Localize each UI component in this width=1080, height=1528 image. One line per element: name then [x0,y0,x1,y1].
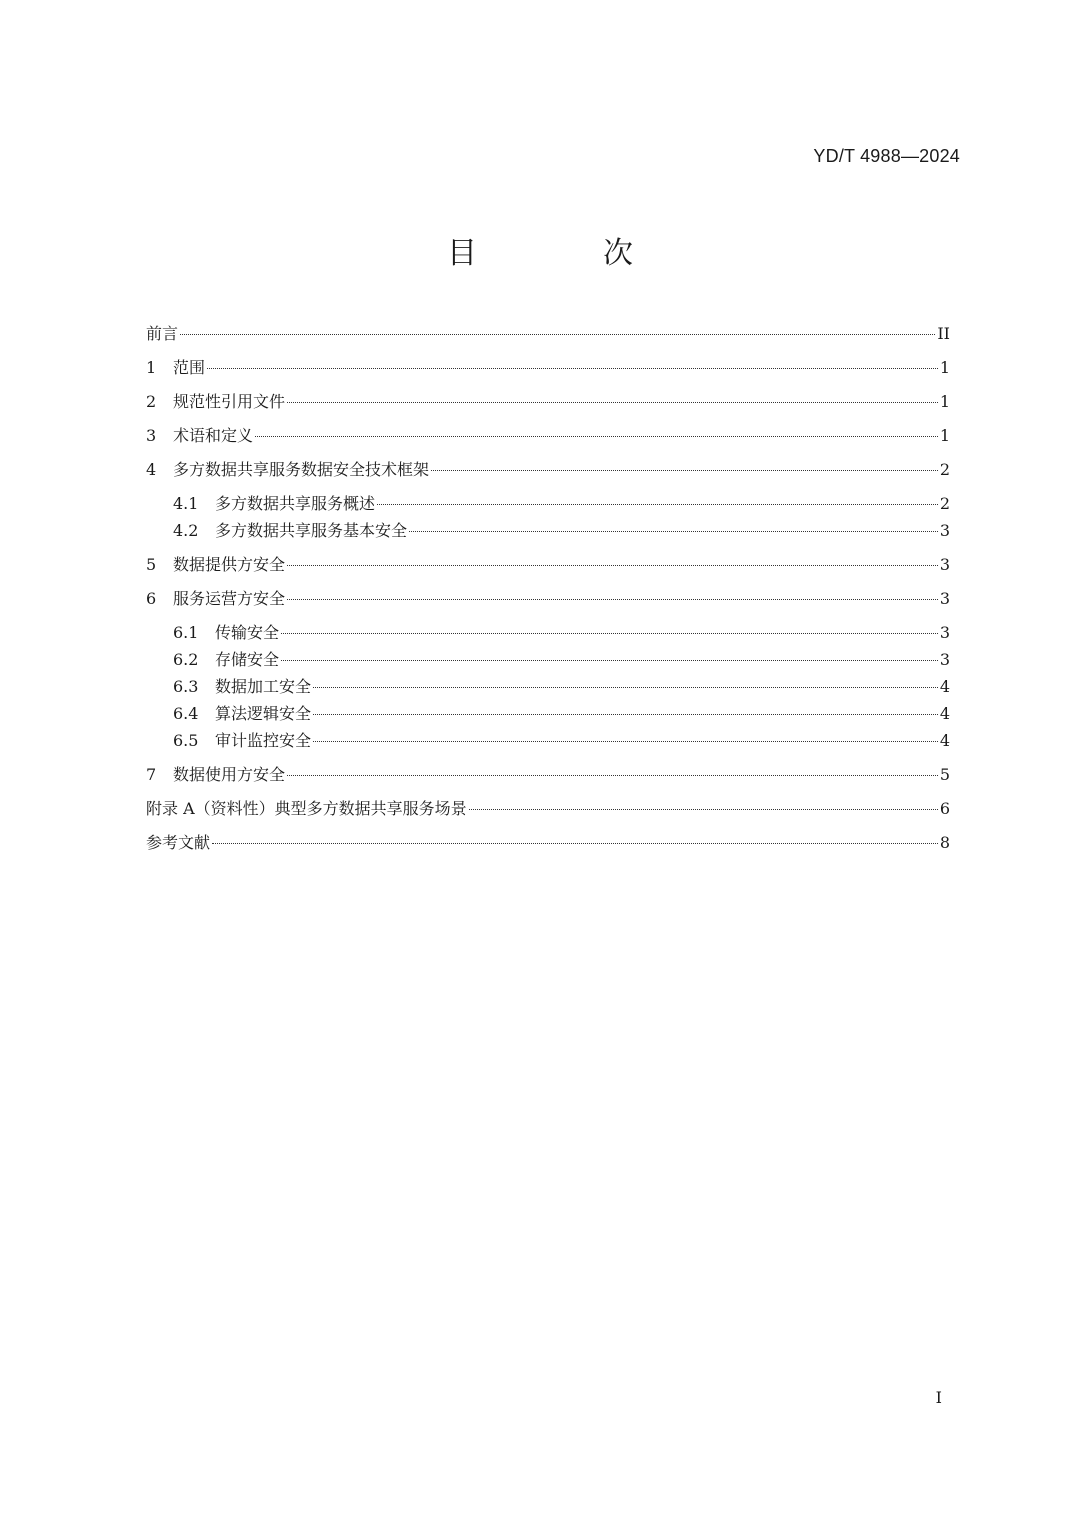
toc-entry-page: 1 [939,358,950,377]
dot-leader [180,334,935,335]
toc-entry-label: 数据加工安全 [215,677,312,696]
toc-entry-number: 6.3 [173,677,199,696]
toc-entry-page: 4 [939,704,950,723]
dot-leader [287,565,938,566]
toc-entry-number: 2 [146,392,157,411]
toc-entry-label: 多方数据共享服务概述 [215,494,376,513]
dot-leader [212,843,938,844]
toc-entry-number: 5 [146,555,157,574]
toc-entry-number: 6.4 [173,704,199,723]
toc-entry-page: 3 [939,589,950,608]
toc-entry[interactable] [146,761,950,788]
toc-entry-label: 服务运营方安全 [173,589,286,608]
toc-entry-label: 附录 A（资料性）典型多方数据共享服务场景 [146,799,467,818]
dot-leader [207,368,938,369]
toc-entry[interactable] [146,673,950,700]
dot-leader [255,436,938,437]
toc-title: 目 次 [447,236,681,271]
toc-entry[interactable] [146,585,950,612]
toc-entry-label: 范围 [173,358,206,377]
toc-entry-label: 规范性引用文件 [173,392,286,411]
dot-leader [281,660,938,661]
dot-leader [287,402,938,403]
toc-entry-number: 7 [146,765,157,784]
toc-entry[interactable] [146,490,950,517]
toc-entry[interactable] [146,456,950,483]
dot-leader [287,775,938,776]
toc-entry-page: 2 [939,494,950,513]
toc-entry[interactable] [146,388,950,415]
toc-entry-label: 多方数据共享服务数据安全技术框架 [173,460,430,479]
toc-entry-page: 1 [939,392,950,411]
toc-entry-number: 4.2 [173,521,199,540]
toc-entry-number: 4 [146,460,157,479]
toc-entry-page: 6 [939,799,950,818]
toc-entry[interactable] [146,320,950,347]
toc-entry-label: 算法逻辑安全 [215,704,312,723]
toc-entry-page: 8 [939,833,950,852]
toc-entry-label: 数据使用方安全 [173,765,286,784]
toc-entry-page: 3 [939,521,950,540]
toc-entry-number: 6.5 [173,731,199,750]
toc-entry-number: 3 [146,426,157,445]
toc-entry-number: 6 [146,589,157,608]
dot-leader [431,470,938,471]
toc-entry[interactable] [146,619,950,646]
toc-entry[interactable] [146,700,950,727]
toc-entry[interactable] [146,727,950,754]
toc-entry-page: 3 [939,555,950,574]
dot-leader [409,531,938,532]
toc-entry-page: 1 [939,426,950,445]
toc-entry[interactable] [146,646,950,673]
toc-entry-page: 2 [939,460,950,479]
toc-entry-label: 审计监控安全 [215,731,312,750]
toc-entry[interactable] [146,354,950,381]
toc-entry-page: II [937,324,950,343]
toc-entry[interactable] [146,551,950,578]
toc-entry-label: 数据提供方安全 [173,555,286,574]
toc-entry-page: 3 [939,650,950,669]
toc-entry-label: 术语和定义 [173,426,254,445]
dot-leader [281,633,938,634]
toc-entry-number: 6.1 [173,623,199,642]
toc-entry[interactable] [146,422,950,449]
dot-leader [313,741,938,742]
toc-entry-page: 5 [939,765,950,784]
standard-code: YD/T 4988—2024 [813,146,960,166]
toc-entry-number: 6.2 [173,650,199,669]
toc-entry[interactable] [146,795,950,822]
dot-leader [313,687,938,688]
toc-entry-label: 传输安全 [215,623,280,642]
toc-entry[interactable] [146,517,950,544]
page-number: I [935,1388,942,1407]
toc-entry-label: 多方数据共享服务基本安全 [215,521,408,540]
dot-leader [287,599,938,600]
table-of-contents [146,320,950,856]
toc-entry-label: 存储安全 [215,650,280,669]
toc-entry-number: 1 [146,358,157,377]
dot-leader [313,714,938,715]
toc-entry-page: 4 [939,677,950,696]
toc-entry[interactable] [146,829,950,856]
toc-entry-page: 3 [939,623,950,642]
toc-entry-number: 4.1 [173,494,199,513]
toc-entry-label: 前言 [146,324,179,343]
dot-leader [377,504,938,505]
dot-leader [469,809,938,810]
toc-entry-page: 4 [939,731,950,750]
toc-entry-label: 参考文献 [146,833,211,852]
